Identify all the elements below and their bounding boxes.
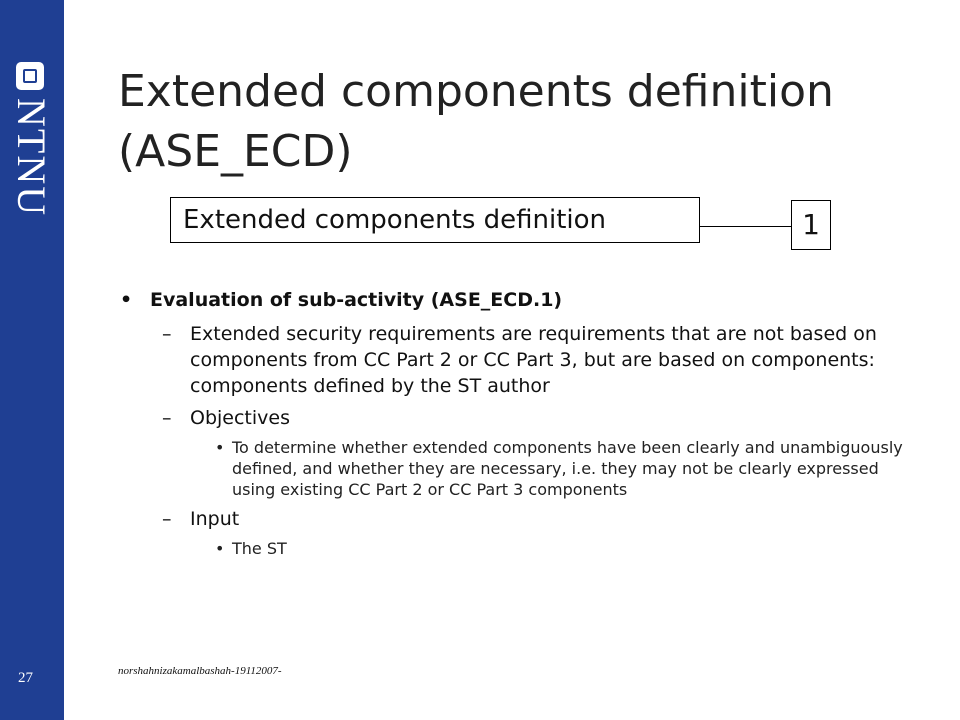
diagram-family-box: Extended components definition xyxy=(170,197,700,243)
bullet-level1 xyxy=(120,285,920,315)
logo-text: NTNU xyxy=(9,98,54,218)
footer-author: norshahnizakamalbashah-19112007- xyxy=(118,665,282,677)
bullet-text: Input xyxy=(190,508,240,530)
bullet-icon: • xyxy=(120,289,133,311)
page-number: 27 xyxy=(18,670,33,686)
bullet-text: The ST xyxy=(232,539,287,558)
bullet-text: Objectives xyxy=(190,407,290,429)
bullet-level3 xyxy=(120,538,920,559)
bullet-icon: • xyxy=(215,539,225,558)
bullet-list xyxy=(120,285,920,559)
bullet-level2 xyxy=(120,321,920,399)
slide-title: Extended components definition (ASE_ECD) xyxy=(118,66,834,177)
bullet-text: Evaluation of sub-activity (ASE_ECD.1) xyxy=(150,289,563,311)
bullet-level3 xyxy=(120,437,920,500)
dash-icon: – xyxy=(162,508,172,530)
bullet-icon: • xyxy=(215,438,225,457)
diagram-level-box: 1 xyxy=(791,200,831,250)
bullet-level2 xyxy=(120,506,920,532)
dash-icon: – xyxy=(162,407,172,429)
dash-icon: – xyxy=(162,323,172,345)
ntnu-logo-icon xyxy=(16,62,44,90)
diagram-connector-line xyxy=(700,226,791,227)
bullet-text: To determine whether extended components have been clearly and unambiguously defined, and whether they are necessary, i.e. they may not be clearly expressed using existing CC Part 2 or CC Part 3 components xyxy=(232,438,903,499)
bullet-text: Extended security requirements are requirements that are not based on components from CC Part 2 or CC Part 3, but are based on components: components defined by the ST author xyxy=(190,323,877,397)
bullet-level2 xyxy=(120,405,920,431)
sidebar xyxy=(0,0,64,720)
